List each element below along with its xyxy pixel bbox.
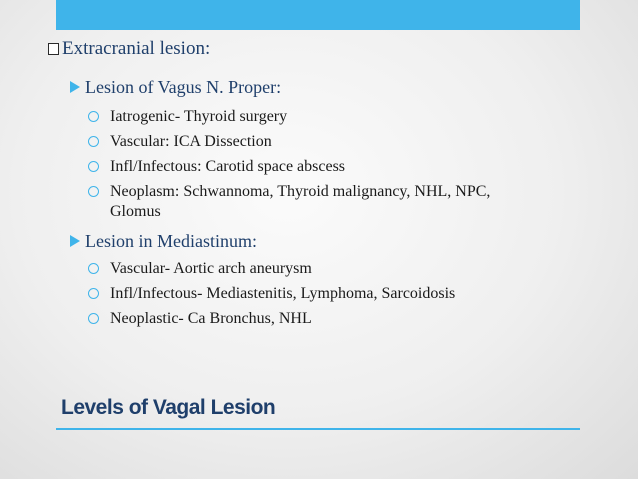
list-item xyxy=(88,132,540,152)
circle-bullet-icon xyxy=(88,161,99,172)
slide-title: Levels of Vagal Lesion xyxy=(61,396,276,419)
list-item xyxy=(88,182,540,222)
list-item-text: Vascular- Aortic arch aneurysm xyxy=(110,260,312,277)
circle-bullet-icon xyxy=(88,111,99,122)
circle-bullet-icon xyxy=(88,288,99,299)
list-item-text: Infl/Infectous: Carotid space abscess xyxy=(110,158,346,175)
list-item xyxy=(88,259,540,279)
heading-text: Extracranial lesion: xyxy=(62,38,211,59)
section-heading-text: Lesion of Vagus N. Proper: xyxy=(85,77,282,97)
title-underline xyxy=(56,428,580,430)
arrow-bullet-icon xyxy=(70,81,80,93)
arrow-bullet-icon xyxy=(70,235,80,247)
list-item xyxy=(88,107,540,127)
section-heading xyxy=(70,77,281,98)
checkbox-bullet-icon xyxy=(48,43,59,55)
list-item-text: Neoplasm: Schwannoma, Thyroid malignancy, NHL, NPC, Glomus xyxy=(110,183,491,220)
section-heading xyxy=(70,231,257,252)
heading-bullet xyxy=(48,38,210,60)
circle-bullet-icon xyxy=(88,313,99,324)
list-item-text: Neoplastic- Ca Bronchus, NHL xyxy=(110,310,312,327)
list-item-text: Vascular: ICA Dissection xyxy=(110,133,272,150)
circle-bullet-icon xyxy=(88,136,99,147)
list-item xyxy=(88,157,540,177)
circle-bullet-icon xyxy=(88,186,99,197)
list-item xyxy=(88,284,540,304)
list-item-text: Iatrogenic- Thyroid surgery xyxy=(110,108,288,125)
circle-bullet-icon xyxy=(88,263,99,274)
list-item-text: Infl/Infectous- Mediastenitis, Lymphoma, Sarcoidosis xyxy=(110,285,456,302)
section-heading-text: Lesion in Mediastinum: xyxy=(85,231,257,251)
list-item xyxy=(88,309,540,329)
